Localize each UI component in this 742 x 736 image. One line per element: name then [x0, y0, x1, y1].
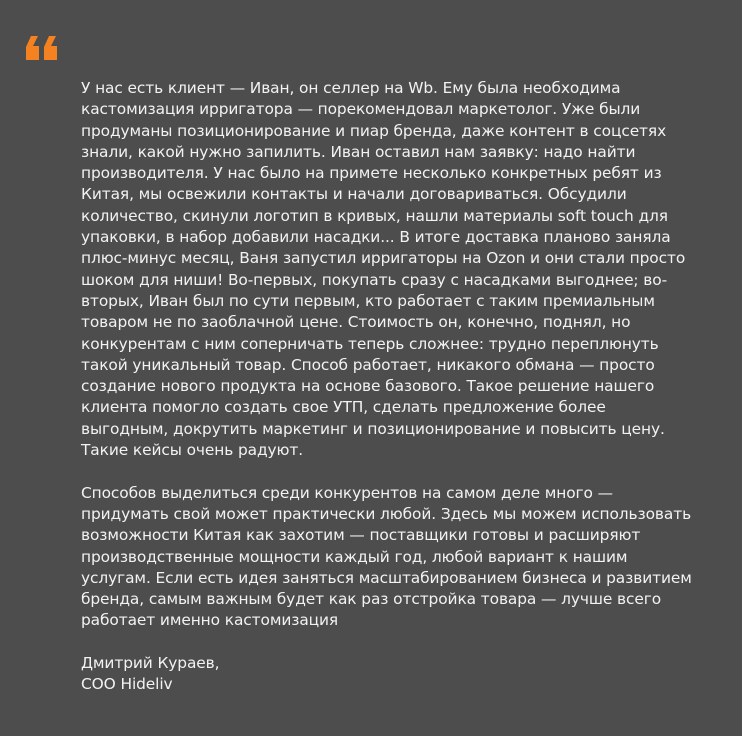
text-line: Способов выделиться среди конкурентов на самом деле много —: [81, 483, 613, 502]
paragraph-spacer: [81, 632, 721, 653]
text-line: вторых, Иван был по сути первым, кто работает с таким премиальным: [81, 291, 655, 310]
text-line: придумать свой может практически любой. Здесь мы можем использовать: [81, 504, 692, 523]
text-line: бренда, самым важным будет как раз отстройка товара — лучше всего: [81, 590, 662, 609]
text-line: упаковки, в набор добавили насадки... В итоге доставка планово заняла: [81, 228, 671, 247]
text-line: Китая, мы освежили контакты и начали договариваться. Обсудили: [81, 185, 627, 204]
text-line: шоком для ниши! Во-первых, покупать сразу с насадками выгоднее; во-: [81, 270, 668, 289]
text-line: создание нового продукта на основе базового. Такое решение нашего: [81, 377, 655, 396]
text-line: работает именно кастомизация: [81, 611, 339, 630]
text-line: товаром не по заоблачной цене. Стоимость он, конечно, поднял, но: [81, 313, 631, 332]
text-line: производственные мощности каждый год, любой вариант к нашим: [81, 547, 628, 566]
text-line: Такие кейсы очень радуют.: [81, 441, 304, 460]
text-line: выгодным, докрутить маркетинг и позиционирование и повысить цену.: [81, 419, 665, 438]
text-line: количество, скинули логотип в кривых, нашли материалы soft touch для: [81, 206, 668, 225]
text-line: плюс-минус месяц, Ваня запустил ирригаторы на Ozon и они стали просто: [81, 249, 686, 268]
quote-mark-right: [44, 36, 57, 60]
quote-paragraph-2: [81, 483, 721, 632]
paragraph-spacer: [81, 461, 721, 482]
quote-paragraph-1: [81, 78, 721, 461]
quote-mark-left: [26, 36, 39, 60]
quote-open-icon: [22, 28, 62, 68]
text-line: знали, какой нужно запилить. Иван оставил нам заявку: надо найти: [81, 142, 636, 161]
text-line: клиента помогло создать свое УТП, сделать предложение более: [81, 398, 606, 417]
text-line: производителя. У нас было на примете несколько конкретных ребят из: [81, 164, 662, 183]
quote-text: [81, 78, 721, 696]
text-line: кастомизация ирригатора — порекомендовал маркетолог. Уже были: [81, 100, 641, 119]
author-title: COO Hideliv: [81, 675, 173, 694]
text-line: такой уникальный товар. Способ работает, никакого обмана — просто: [81, 355, 655, 374]
text-line: возможности Китая как захотим — поставщики готовы и расширяют: [81, 526, 641, 545]
text-line: услугам. Если есть идея заняться масштабированием бизнеса и развитием: [81, 568, 692, 587]
author-name: Дмитрий Кураев,: [81, 654, 220, 673]
text-line: конкурентам с ним соперничать теперь сложнее: трудно переплюнуть: [81, 334, 659, 353]
text-line: У нас есть клиент — Иван, он селлер на Wb. Ему была необходима: [81, 79, 621, 97]
text-line: продуманы позиционирование и пиар бренда, даже контент в соцсетях: [81, 121, 667, 140]
quote-author: [81, 653, 721, 696]
